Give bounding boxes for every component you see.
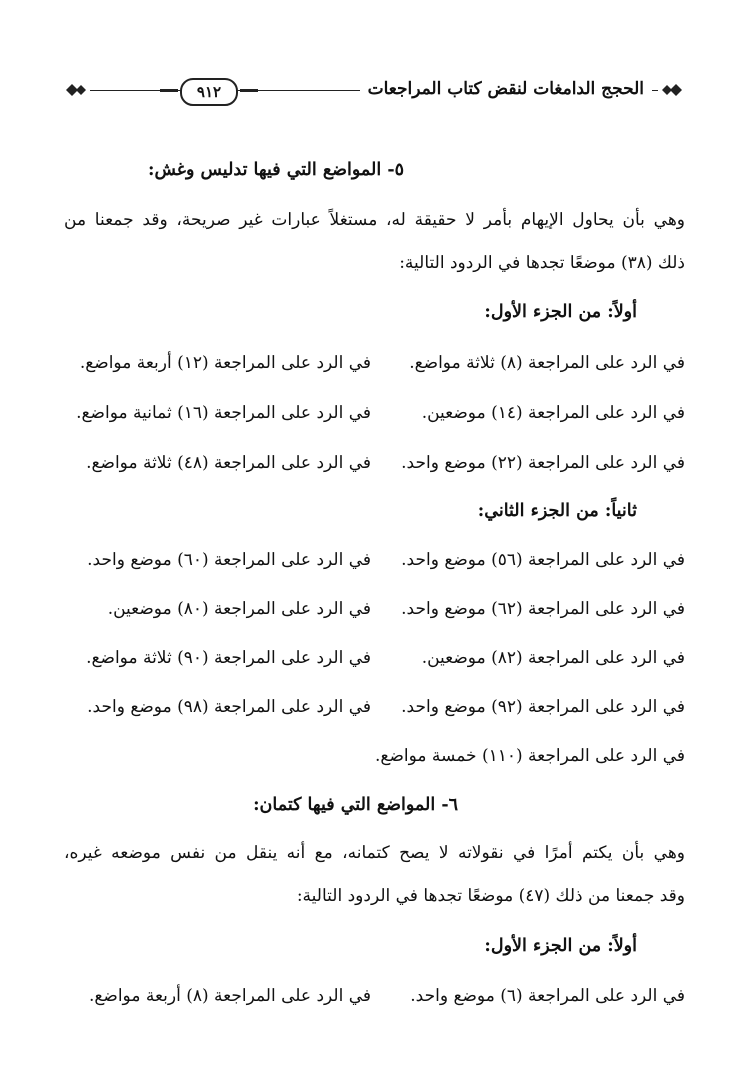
reference-entry: في الرد على المراجعة (٨٢) موضعين.: [421, 648, 685, 668]
reference-entry: في الرد على المراجعة (٦٢) موضع واحد.: [401, 599, 685, 619]
reference-entry: في الرد على المراجعة (٢٢) موضع واحد.: [401, 453, 685, 473]
reference-entry: في الرد على المراجعة (٨٠) موضعين.: [107, 599, 371, 619]
reference-entry: في الرد على المراجعة (١٢) أربعة مواضع.: [79, 353, 371, 373]
section-5-intro-line1: وهي بأن يحاول الإيهام بأمر لا حقيقة له، مستغلاً عبارات غير صريحة، وقد جمعنا من: [64, 210, 685, 230]
reference-entry: في الرد على المراجعة (٥٦) موضع واحد.: [401, 550, 685, 570]
section-5-part1-label: أولاً: من الجزء الأول:: [484, 302, 637, 322]
reference-entry: في الرد على المراجعة (٦٠) موضع واحد.: [87, 550, 371, 570]
reference-entry: في الرد على المراجعة (٦) موضع واحد.: [410, 986, 685, 1006]
section-6-part1-label: أولاً: من الجزء الأول:: [484, 936, 637, 956]
reference-entry: في الرد على المراجعة (٨) ثلاثة مواضع.: [409, 353, 685, 373]
reference-entry: في الرد على المراجعة (٩٢) موضع واحد.: [401, 697, 685, 717]
running-title: الحجج الدامغات لنقض كتاب المراجعات: [360, 76, 652, 102]
section-5-part2-label: ثانياً: من الجزء الثاني:: [477, 501, 637, 521]
reference-entry: في الرد على المراجعة (٨) أربعة مواضع.: [88, 986, 371, 1006]
reference-entry: في الرد على المراجعة (٩٨) موضع واحد.: [87, 697, 371, 717]
header-ornament-icon: [64, 82, 88, 98]
section-5-heading: ٥- المواضع التي فيها تدليس وغش:: [148, 160, 404, 180]
section-5-intro-line2: ذلك (٣٨) موضعًا تجدها في الردود التالية:: [399, 253, 685, 273]
page-number: ٩١٢: [180, 78, 238, 106]
section-6-intro-line1: وهي بأن يكتم أمرًا في نقولاته لا يصح كتمانه، مع أنه ينقل من نفس موضعه غيره،: [64, 843, 685, 863]
reference-entry: في الرد على المراجعة (٤٨) ثلاثة مواضع.: [86, 453, 371, 473]
section-6-heading: ٦- المواضع التي فيها كتمان:: [253, 795, 458, 815]
reference-entry: في الرد على المراجعة (١٦) ثمانية مواضع.: [76, 403, 371, 423]
reference-entry: في الرد على المراجعة (١١٠) خمسة مواضع.: [375, 746, 685, 766]
running-header: [60, 74, 688, 106]
section-6-intro-line2: وقد جمعنا من ذلك (٤٧) موضعًا تجدها في الردود التالية:: [296, 886, 685, 906]
reference-entry: في الرد على المراجعة (١٤) موضعين.: [421, 403, 685, 423]
reference-entry: في الرد على المراجعة (٩٠) ثلاثة مواضع.: [86, 648, 371, 668]
header-ornament-icon: [660, 82, 684, 98]
